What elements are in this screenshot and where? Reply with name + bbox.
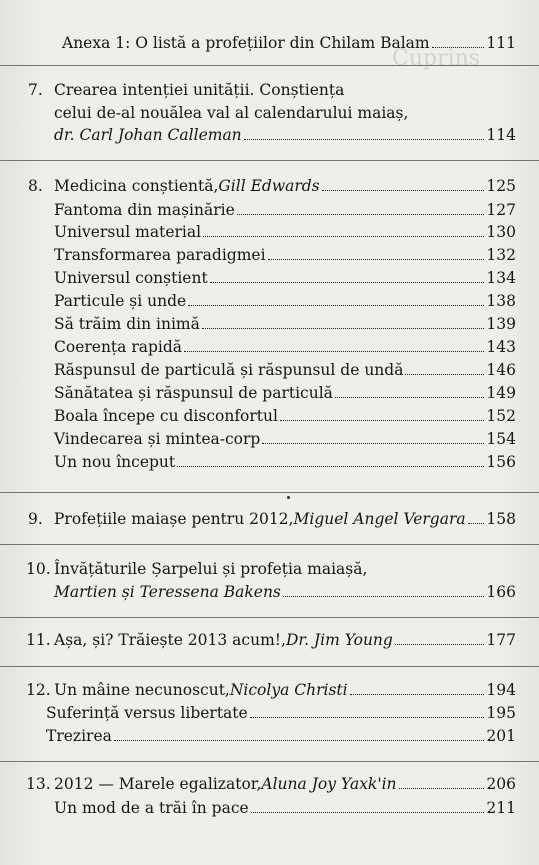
toc-entry-author: Miguel Angel Vergara <box>293 510 466 528</box>
dot-leader <box>395 644 485 645</box>
page-number: 130 <box>486 223 516 241</box>
toc-chapter-7-line-3 <box>54 125 516 145</box>
bleed-through-text: Cuprins <box>392 46 481 71</box>
chapter-number: 10. <box>26 560 51 578</box>
toc-entry-title: 2012 — Marele egalizator, <box>54 775 262 793</box>
subsection-title: Particule și unde <box>54 292 187 310</box>
subsection-title: Transformarea paradigmei <box>54 246 266 264</box>
dot-leader <box>114 740 485 741</box>
dot-leader <box>250 717 485 718</box>
chapter-number: 9. <box>28 510 43 528</box>
chapter-number: 11. <box>26 631 51 649</box>
dot-leader <box>262 443 484 444</box>
toc-chapter-11[interactable] <box>26 630 516 650</box>
toc-entry-anexa-1[interactable] <box>62 33 516 53</box>
subsection-title: Boala începe cu disconfortul <box>54 407 278 425</box>
toc-entry-author: Martien și Teressena Bakens <box>54 583 281 601</box>
toc-subsection[interactable] <box>46 726 516 746</box>
section-divider <box>0 761 539 762</box>
page-number: 132 <box>486 246 516 264</box>
dot-leader <box>322 190 485 191</box>
chapter-number: 13. <box>26 775 51 793</box>
page-number: 154 <box>486 430 516 448</box>
dot-leader <box>432 47 485 48</box>
page-number: 211 <box>486 799 516 817</box>
dot-leader <box>203 236 484 237</box>
section-divider <box>0 617 539 618</box>
toc-entry-title: Un mâine necunoscut, <box>54 681 230 699</box>
toc-entry-title: Medicina conștientă, <box>54 177 219 195</box>
toc-subsection[interactable] <box>54 222 516 242</box>
toc-chapter-8[interactable] <box>28 176 516 196</box>
subsection-title: Universul conștient <box>54 269 208 287</box>
dot-leader <box>244 139 485 140</box>
dot-leader <box>399 788 485 789</box>
toc-chapter-13[interactable] <box>26 774 516 794</box>
toc-subsection[interactable] <box>54 200 516 220</box>
toc-entry-author: Nicolya Christi <box>229 681 348 699</box>
toc-entry-title: Profețiile maiașe pentru 2012, <box>54 510 294 528</box>
print-speck <box>287 496 290 499</box>
page-number: 152 <box>486 407 516 425</box>
page-number: 194 <box>486 681 516 699</box>
page-number: 201 <box>486 727 516 745</box>
dot-leader <box>237 214 485 215</box>
page-number: 125 <box>486 177 516 195</box>
toc-subsection[interactable] <box>54 337 516 357</box>
dot-leader <box>251 812 485 813</box>
dot-leader <box>335 397 484 398</box>
dot-leader <box>188 305 484 306</box>
toc-chapter-9[interactable] <box>28 509 516 529</box>
toc-subsection[interactable] <box>54 245 516 265</box>
page-number: 138 <box>486 292 516 310</box>
page-number: 134 <box>486 269 516 287</box>
toc-subsection[interactable] <box>54 452 516 472</box>
subsection-title: Să trăim din inimă <box>54 315 200 333</box>
page-number: 111 <box>486 34 516 52</box>
subsection-title: Universul material <box>54 223 202 241</box>
toc-subsection[interactable] <box>54 429 516 449</box>
page-number: 195 <box>486 704 516 722</box>
dot-leader <box>184 351 484 352</box>
toc-subsection[interactable] <box>54 798 516 818</box>
dot-leader <box>202 328 485 329</box>
dot-leader <box>468 523 485 524</box>
section-divider <box>0 65 539 66</box>
subsection-title: Vindecarea și mintea-corp <box>54 430 261 448</box>
toc-subsection[interactable] <box>54 360 516 380</box>
page-number: 206 <box>486 775 516 793</box>
page-number: 156 <box>486 453 516 471</box>
toc-chapter-7-line-1[interactable] <box>28 80 516 100</box>
toc-entry-title: Așa, și? Trăiește 2013 acum!, <box>54 631 286 649</box>
toc-entry-author: Gill Edwards <box>218 177 320 195</box>
chapter-number: 7. <box>28 81 43 99</box>
subsection-title: Răspunsul de particulă și răspunsul de undă <box>54 361 404 379</box>
toc-subsection[interactable] <box>46 703 516 723</box>
toc-entry-title: Învățăturile Șarpelui și profeția maiașă, <box>54 560 368 578</box>
page-number: 158 <box>486 510 516 528</box>
dot-leader <box>210 282 485 283</box>
section-divider <box>0 666 539 667</box>
chapter-number: 12. <box>26 681 51 699</box>
toc-subsection[interactable] <box>54 314 516 334</box>
subsection-title: Trezirea <box>46 727 112 745</box>
section-divider <box>0 160 539 161</box>
page-number: 127 <box>486 201 516 219</box>
page-number: 114 <box>486 126 516 144</box>
section-divider <box>0 492 539 493</box>
toc-subsection[interactable] <box>54 268 516 288</box>
page-number: 146 <box>486 361 516 379</box>
page-number: 143 <box>486 338 516 356</box>
toc-chapter-7-line-2 <box>54 103 516 123</box>
subsection-title: Sănătatea și răspunsul de particulă <box>54 384 333 402</box>
chapter-number: 8. <box>28 177 43 195</box>
toc-entry-title-continued: celui de-al nouălea val al calendarului maiaș, <box>54 104 409 122</box>
toc-entry-author: Aluna Joy Yaxk'in <box>261 775 397 793</box>
subsection-title: Fantoma din mașinărie <box>54 201 235 219</box>
toc-subsection[interactable] <box>54 383 516 403</box>
page-number: 166 <box>486 583 516 601</box>
section-divider <box>0 544 539 545</box>
toc-entry-title: Anexa 1: O listă a profețiilor din Chilam Balam <box>62 34 430 52</box>
subsection-title: Coerența rapidă <box>54 338 183 356</box>
toc-entry-title: Crearea intenției unității. Conștiența <box>54 81 345 99</box>
toc-entry-author: dr. Carl Johan Calleman <box>54 126 242 144</box>
toc-chapter-10-line-1[interactable] <box>26 559 516 579</box>
toc-chapter-12[interactable] <box>26 680 516 700</box>
subsection-title: Un mod de a trăi în pace <box>54 799 249 817</box>
toc-subsection[interactable] <box>54 406 516 426</box>
page-number: 139 <box>486 315 516 333</box>
page-number: 149 <box>486 384 516 402</box>
dot-leader <box>283 596 485 597</box>
toc-entry-author: Dr. Jim Young <box>285 631 393 649</box>
dot-leader <box>280 420 484 421</box>
dot-leader <box>177 466 484 467</box>
toc-chapter-10-line-2 <box>54 582 516 602</box>
dot-leader <box>350 694 485 695</box>
dot-leader <box>268 259 485 260</box>
page-number: 177 <box>486 631 516 649</box>
dot-leader <box>405 374 484 375</box>
toc-subsection[interactable] <box>54 291 516 311</box>
subsection-title: Un nou început <box>54 453 176 471</box>
subsection-title: Suferință versus libertate <box>46 704 248 722</box>
